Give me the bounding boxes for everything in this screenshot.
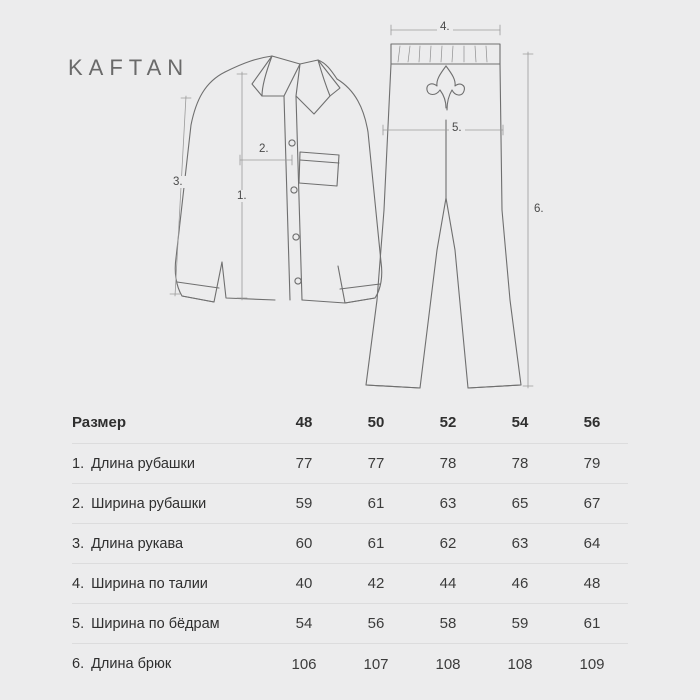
cell-value: 109 <box>579 655 605 673</box>
row-number: 3. <box>72 535 85 552</box>
cell-value: 62 <box>439 535 457 552</box>
cell-value: 42 <box>367 575 385 592</box>
brand-wordmark: KAFTAN <box>68 55 190 80</box>
cell-value: 40 <box>295 575 313 592</box>
table-row <box>72 564 628 604</box>
row-number: 5. <box>72 615 85 632</box>
row-label <box>72 656 268 672</box>
dim-label-2: 2. <box>256 143 272 155</box>
row-label-text: Длина рубашки <box>91 455 196 472</box>
cell-value: 77 <box>367 455 385 472</box>
cell-value: 60 <box>295 535 313 552</box>
size-table <box>72 402 628 684</box>
cell-value: 78 <box>439 455 457 472</box>
cell-value: 63 <box>511 535 529 552</box>
header-size-56: 56 <box>583 414 601 431</box>
cell-value: 59 <box>511 615 529 632</box>
dim-label-6: 6. <box>531 203 547 215</box>
row-label-text: Ширина по талии <box>91 575 208 592</box>
cell-value: 77 <box>295 455 313 472</box>
row-number: 4. <box>72 575 85 592</box>
cell-value: 61 <box>583 615 601 632</box>
row-label-text: Длина рукава <box>91 535 184 552</box>
row-label-text: Длина брюк <box>91 656 172 672</box>
table-row <box>72 524 628 564</box>
cell-value: 61 <box>367 495 385 512</box>
row-number: 6. <box>72 656 85 672</box>
table-row <box>72 484 628 524</box>
header-size-50: 50 <box>367 414 385 431</box>
header-size-54: 54 <box>511 414 529 431</box>
dim-label-1: 1. <box>234 190 250 202</box>
cell-value: 65 <box>511 495 529 512</box>
cell-value: 48 <box>583 575 601 592</box>
header-size-52: 52 <box>439 414 457 431</box>
table-header-row <box>72 402 628 444</box>
cell-value: 46 <box>511 575 529 592</box>
dim-label-4: 4. <box>437 21 453 33</box>
cell-value: 44 <box>439 575 457 592</box>
row-label <box>72 576 268 592</box>
header-label <box>72 414 268 431</box>
row-number: 2. <box>72 495 85 512</box>
cell-value: 108 <box>507 655 533 673</box>
cell-value: 107 <box>363 655 389 673</box>
dim-label-3: 3. <box>170 176 186 188</box>
cell-value: 106 <box>291 655 317 673</box>
cell-value: 67 <box>583 495 601 512</box>
cell-value: 59 <box>295 495 313 512</box>
cell-value: 63 <box>439 495 457 512</box>
row-label <box>72 496 268 512</box>
cell-value: 79 <box>583 455 601 472</box>
header-label-text: Размер <box>72 414 127 431</box>
row-label <box>72 456 268 472</box>
cell-value: 64 <box>583 535 601 552</box>
row-label <box>72 536 268 552</box>
row-label-text: Ширина по бёдрам <box>91 615 220 632</box>
table-row <box>72 604 628 644</box>
cell-value: 108 <box>435 655 461 673</box>
row-number: 1. <box>72 455 85 472</box>
table-row <box>72 644 628 684</box>
header-size-48: 48 <box>295 414 313 431</box>
cell-value: 61 <box>367 535 385 552</box>
cell-value: 78 <box>511 455 529 472</box>
dim-label-5: 5. <box>449 122 465 134</box>
cell-value: 56 <box>367 615 385 632</box>
cell-value: 54 <box>295 615 313 632</box>
table-row <box>72 444 628 484</box>
cell-value: 58 <box>439 615 457 632</box>
row-label-text: Ширина рубашки <box>91 495 207 512</box>
row-label <box>72 616 268 632</box>
